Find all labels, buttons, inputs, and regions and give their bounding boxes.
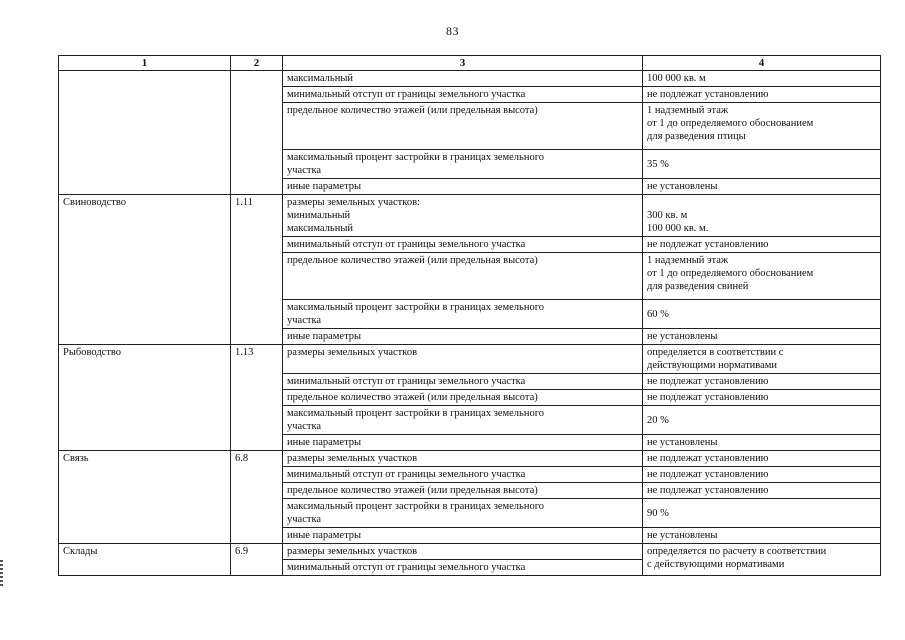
table-header-row	[59, 56, 881, 71]
parameter-line: размеры земельных участков:	[287, 197, 420, 208]
parameter-cell: минимальный отступ от границы земельного участка	[283, 560, 643, 576]
use-name-cell: Рыбоводство	[59, 345, 231, 451]
value-line: определяется в соответствии с	[647, 347, 784, 358]
use-code-cell: 1.11	[231, 195, 283, 345]
value-cell: не установлены	[643, 329, 881, 345]
value-line: определяется по расчету в соответствии	[647, 546, 827, 557]
parameter-line: максимальный процент застройки в границах земельного	[287, 408, 545, 419]
value-cell	[643, 544, 881, 576]
parameter-cell: размеры земельных участков	[283, 345, 643, 374]
value-cell: не подлежат установлению	[643, 483, 881, 499]
column-header-2: 2	[231, 56, 283, 71]
parameter-cell: иные параметры	[283, 179, 643, 195]
parameter-line: участка	[287, 514, 322, 525]
table-row	[59, 345, 881, 374]
parameter-cell: размеры земельных участков	[283, 544, 643, 560]
value-cell: 20 %	[643, 406, 881, 435]
parameter-cell	[283, 499, 643, 528]
value-cell: 35 %	[643, 150, 881, 179]
parameter-cell: минимальный отступ от границы земельного участка	[283, 237, 643, 253]
parameter-line: участка	[287, 421, 322, 432]
value-cell: не подлежат установлению	[643, 237, 881, 253]
table-row	[59, 544, 881, 560]
value-cell: не подлежат установлению	[643, 87, 881, 103]
parameter-line: максимальный процент застройки в границах земельного	[287, 302, 545, 313]
parameter-line: максимальный	[287, 223, 353, 234]
use-code-cell	[231, 71, 283, 195]
table-row	[59, 71, 881, 87]
parameter-cell: максимальный	[283, 71, 643, 87]
parameter-line: участка	[287, 315, 322, 326]
parameter-cell: предельное количество этажей (или предельная высота)	[283, 483, 643, 499]
use-name-cell	[59, 71, 231, 195]
parameter-cell	[283, 150, 643, 179]
parameter-cell	[283, 406, 643, 435]
value-line: от 1 до определяемого обоснованием	[647, 268, 814, 279]
value-cell	[643, 345, 881, 374]
scan-edge-mark	[0, 560, 3, 586]
parameter-cell: иные параметры	[283, 329, 643, 345]
value-cell: 90 %	[643, 499, 881, 528]
regulations-table	[58, 55, 881, 576]
value-cell	[643, 253, 881, 300]
value-cell: не установлены	[643, 435, 881, 451]
value-line: 1 надземный этаж	[647, 105, 729, 116]
value-cell: 100 000 кв. м	[643, 71, 881, 87]
value-cell: не подлежат установлению	[643, 374, 881, 390]
column-header-4: 4	[643, 56, 881, 71]
parameter-cell	[283, 195, 643, 237]
value-cell	[643, 103, 881, 150]
table-row	[59, 451, 881, 467]
column-header-3: 3	[283, 56, 643, 71]
use-code-cell: 6.8	[231, 451, 283, 544]
parameter-line: минимальный	[287, 210, 351, 221]
parameter-cell: предельное количество этажей (или предельная высота)	[283, 253, 643, 300]
value-line: 100 000 кв. м.	[647, 223, 709, 234]
use-name-cell: Свиноводство	[59, 195, 231, 345]
parameter-cell: минимальный отступ от границы земельного участка	[283, 374, 643, 390]
value-line: 300 кв. м	[647, 210, 688, 221]
parameter-cell: иные параметры	[283, 435, 643, 451]
parameter-cell: минимальный отступ от границы земельного участка	[283, 87, 643, 103]
value-cell: не установлены	[643, 179, 881, 195]
value-cell: не подлежат установлению	[643, 451, 881, 467]
value-cell: 60 %	[643, 300, 881, 329]
use-name-cell: Связь	[59, 451, 231, 544]
value-line: 1 надземный этаж	[647, 255, 729, 266]
parameter-line: максимальный процент застройки в границах земельного	[287, 501, 545, 512]
parameter-cell: предельное количество этажей (или предельная высота)	[283, 390, 643, 406]
parameter-cell	[283, 300, 643, 329]
parameter-line: максимальный процент застройки в границах земельного	[287, 152, 545, 163]
value-line: от 1 до определяемого обоснованием	[647, 118, 814, 129]
use-name-cell: Склады	[59, 544, 231, 576]
value-cell: не подлежат установлению	[643, 390, 881, 406]
parameter-cell: иные параметры	[283, 528, 643, 544]
value-cell	[643, 195, 881, 237]
value-line: для разведения свиней	[647, 281, 749, 292]
value-line: действующими нормативами	[647, 360, 778, 371]
parameter-cell: предельное количество этажей (или предельная высота)	[283, 103, 643, 150]
parameter-cell: размеры земельных участков	[283, 451, 643, 467]
value-cell: не подлежат установлению	[643, 467, 881, 483]
parameter-line: участка	[287, 165, 322, 176]
column-header-1: 1	[59, 56, 231, 71]
table-row	[59, 195, 881, 237]
value-cell: не установлены	[643, 528, 881, 544]
use-code-cell: 6.9	[231, 544, 283, 576]
page-number: 83	[446, 24, 459, 38]
use-code-cell: 1.13	[231, 345, 283, 451]
value-line: для разведения птицы	[647, 131, 746, 142]
value-line: с действующими нормативами	[647, 559, 785, 570]
parameter-cell: минимальный отступ от границы земельного участка	[283, 467, 643, 483]
